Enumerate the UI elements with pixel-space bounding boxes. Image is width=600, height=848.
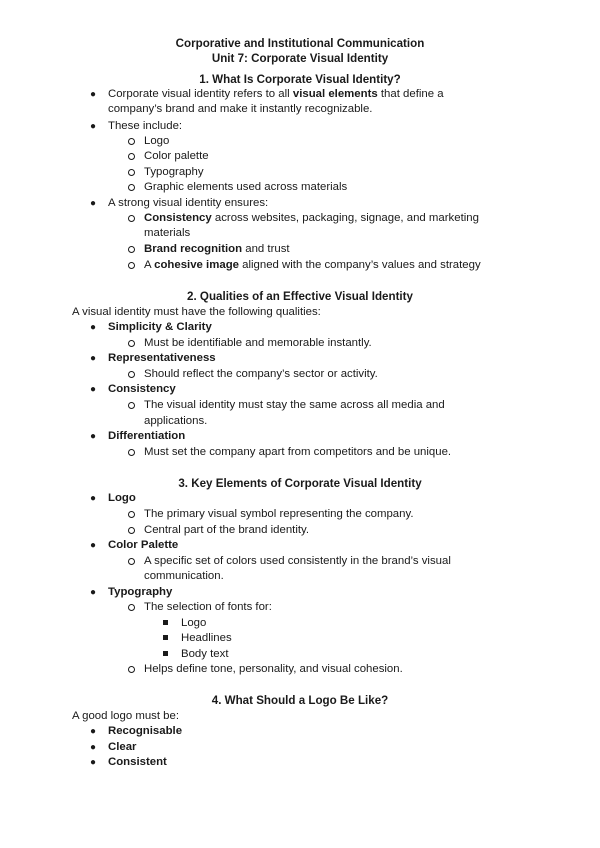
square-bullet	[163, 635, 168, 640]
element-item: Color Palette	[108, 539, 179, 551]
circle-bullet	[128, 666, 135, 673]
font-item: Logo	[181, 617, 207, 629]
quality-description: Should reflect the company’s sector or activity.	[144, 368, 378, 380]
list-item: Corporate visual identity refers to all visual elements that define a	[108, 88, 444, 100]
logo-quality: Consistent	[108, 756, 167, 768]
circle-bullet	[128, 511, 135, 518]
sub-list-item: Color palette	[144, 150, 209, 162]
sub-list-item: Graphic elements used across materials	[144, 181, 348, 193]
circle-bullet	[128, 138, 135, 145]
section-1-heading: 1. What Is Corporate Visual Identity?	[199, 73, 401, 86]
quality-description: Must be identifiable and memorable instantly.	[144, 337, 372, 349]
bullet-dot: ●	[90, 493, 97, 504]
bullet-dot: ●	[90, 587, 97, 598]
sub-list-item: A cohesive image aligned with the company’s values and strategy	[144, 259, 481, 271]
bullet-dot: ●	[90, 121, 97, 132]
circle-bullet	[128, 402, 135, 409]
circle-bullet	[128, 558, 135, 565]
font-item: Headlines	[181, 632, 232, 644]
circle-bullet	[128, 449, 135, 456]
quality-description: The visual identity must stay the same across all media and	[144, 399, 445, 411]
circle-bullet	[128, 371, 135, 378]
bullet-dot: ●	[90, 353, 97, 364]
bullet-dot: ●	[90, 540, 97, 551]
sub-list-item-continued: materials	[144, 227, 191, 239]
square-bullet	[163, 651, 168, 656]
bullet-dot: ●	[90, 322, 97, 333]
sub-list-item: Typography	[144, 166, 204, 178]
element-description: Central part of the brand identity.	[144, 524, 310, 536]
list-item-continued: company’s brand and make it instantly recognizable.	[108, 103, 373, 115]
bullet-dot: ●	[90, 757, 97, 768]
quality-item: Representativeness	[108, 352, 216, 364]
quality-item: Differentiation	[108, 430, 186, 442]
bullet-dot: ●	[90, 89, 97, 100]
bullet-dot: ●	[90, 726, 97, 737]
section-2-intro: A visual identity must have the following qualities:	[72, 306, 321, 318]
circle-bullet	[128, 153, 135, 160]
square-bullet	[163, 620, 168, 625]
course-title: Corporative and Institutional Communication	[175, 37, 425, 50]
sub-list-item: Consistency across websites, packaging, signage, and marketing	[144, 212, 479, 224]
bullet-dot: ●	[90, 198, 97, 209]
element-description: The selection of fonts for:	[144, 601, 272, 613]
quality-description: Must set the company apart from competitors and be unique.	[144, 446, 452, 458]
element-description: A specific set of colors used consistently in the brand’s visual	[144, 555, 451, 567]
section-4-heading: 4. What Should a Logo Be Like?	[211, 694, 389, 707]
unit-title: Unit 7: Corporate Visual Identity	[211, 52, 389, 65]
bullet-dot: ●	[90, 384, 97, 395]
element-description: The primary visual symbol representing the company.	[144, 508, 414, 520]
list-item: These include:	[108, 120, 183, 132]
element-description: Helps define tone, personality, and visual cohesion.	[144, 663, 403, 675]
sub-list-item: Logo	[144, 135, 170, 147]
sub-list-item: Brand recognition and trust	[144, 243, 290, 255]
circle-bullet	[128, 169, 135, 176]
element-item: Logo	[108, 492, 136, 504]
bullet-dot: ●	[90, 431, 97, 442]
circle-bullet	[128, 246, 135, 253]
quality-item: Simplicity & Clarity	[108, 321, 212, 333]
section-4-intro: A good logo must be:	[72, 710, 180, 722]
logo-quality: Recognisable	[108, 725, 183, 737]
circle-bullet	[128, 262, 135, 269]
circle-bullet	[128, 604, 135, 611]
list-item: A strong visual identity ensures:	[108, 197, 269, 209]
circle-bullet	[128, 215, 135, 222]
section-2-heading: 2. Qualities of an Effective Visual Identity	[187, 290, 413, 303]
element-item: Typography	[108, 586, 173, 598]
bullet-dot: ●	[90, 742, 97, 753]
logo-quality: Clear	[108, 741, 137, 753]
quality-item: Consistency	[108, 383, 176, 395]
section-3-heading: 3. Key Elements of Corporate Visual Identity	[178, 477, 422, 490]
element-description-continued: communication.	[144, 570, 224, 582]
font-item: Body text	[181, 648, 229, 660]
circle-bullet	[128, 340, 135, 347]
quality-description-continued: applications.	[144, 415, 208, 427]
circle-bullet	[128, 527, 135, 534]
circle-bullet	[128, 184, 135, 191]
